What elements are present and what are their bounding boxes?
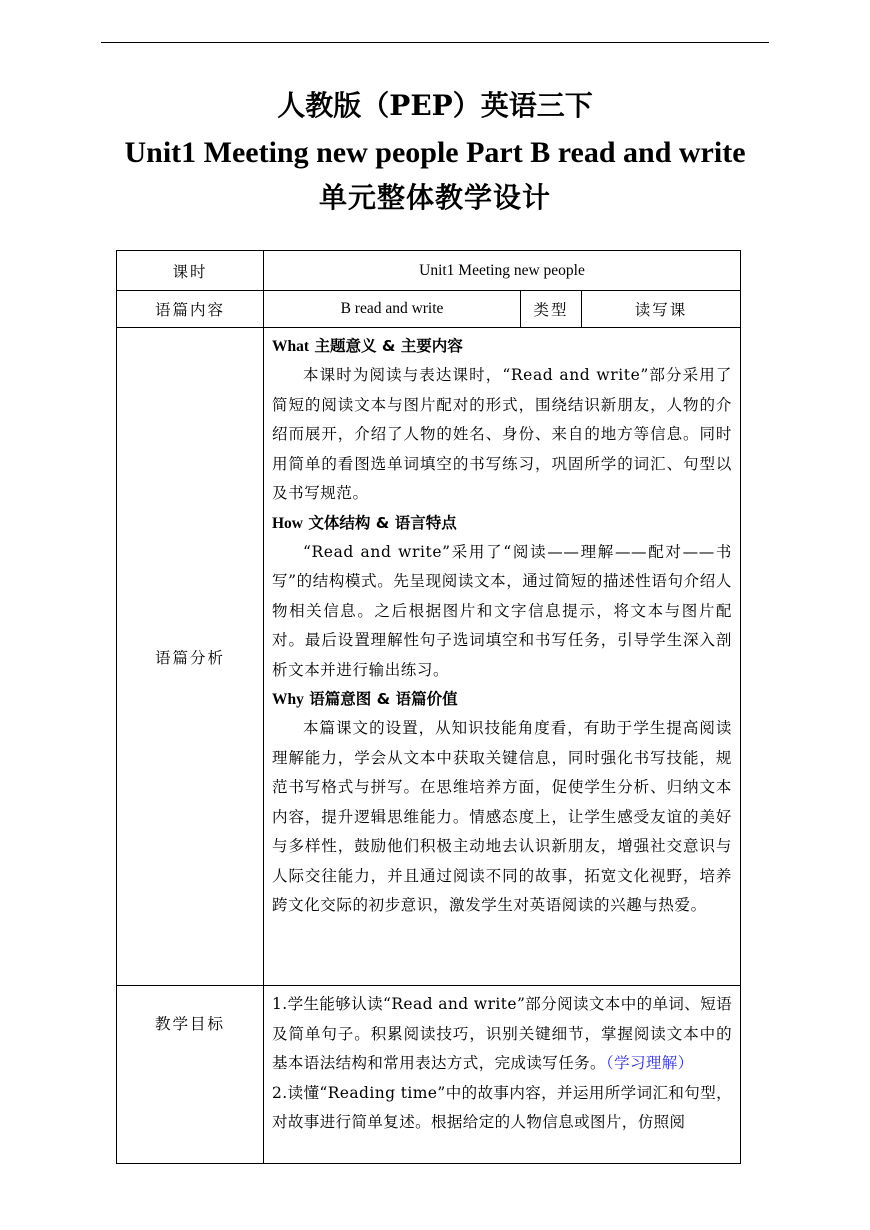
lesson-label: 课时 <box>117 251 264 291</box>
why-heading <box>272 685 732 714</box>
goal-2: 2.读懂“Reading time”中的故事内容，并运用所学词汇和句型，对故事进行简单复述。根据给定的人物信息或图片，仿照阅 <box>272 1083 732 1131</box>
what-heading <box>272 332 732 361</box>
row-goals <box>117 986 741 1164</box>
what-paragraph: 本课时为阅读与表达课时，“Read and write”部分采用了简短的阅读文本与图片配对的形式，围绕结识新朋友，人物的介绍而展开，介绍了人物的姓名、身份、来自的地方等信息。同时用简单的看图选单词填空的书写练习，巩固所学的词汇、句型以及书写规范。 <box>272 366 732 502</box>
goal-1-tag: （学习理解） <box>605 1054 694 1072</box>
goals-label: 教学目标 <box>117 986 264 1164</box>
analysis-label: 语篇分析 <box>117 328 264 986</box>
what-heading-en: What <box>272 338 310 355</box>
why-heading-cn: 语篇意图 & 语篇价值 <box>303 690 458 708</box>
content-label: 语篇内容 <box>117 291 264 328</box>
row-analysis <box>117 328 741 986</box>
how-heading-cn: 文体结构 & 语言特点 <box>303 513 457 532</box>
how-paragraph: “Read and write”采用了“阅读——理解——配对——书写”的结构模式。先呈现阅读文本，通过简短的描述性语句介绍人物相关信息。之后根据图片和文字信息提示，将文本与图片配对。最后设置理解性句子选词填空和书写任务，引导学生深入剖析文本并进行输出练习。 <box>272 542 732 679</box>
goals-content <box>264 986 741 1164</box>
lesson-value: Unit1 Meeting new people <box>264 251 741 291</box>
title-line-3: 单元整体教学设计 <box>318 181 551 214</box>
goal-1-text: 1.学生能够认读“Read and write”部分阅读文本中的单词、短语及简单句子。积累阅读技巧，识别关键细节，掌握阅读文本中的基本语法结构和常用表达方式，完成读写任务。 <box>272 995 732 1072</box>
how-heading-en: How <box>272 514 303 532</box>
why-paragraph: 本篇课文的设置，从知识技能角度看，有助于学生提高阅读理解能力，学会从文本中获取关键信息，同时强化书写技能，规范书写格式与拼写。在思维培养方面，促使学生分析、归纳文本内容，提升逻辑思维能力。情感态度上，让学生感受友谊的美好与多样性，鼓励他们积极主动地去认识新朋友，增强社交意识与人际交往能力，并且通过阅读不同的故事，拓宽文化视野，培养跨文化交际的初步意识，激发学生对英语阅读的兴趣与热爱。 <box>272 719 732 914</box>
header-rule <box>101 42 769 43</box>
goal-1 <box>272 990 732 1079</box>
row-lesson <box>117 251 741 291</box>
title-line-1: 人教版（PEP）英语三下 <box>277 89 593 122</box>
lesson-design-table <box>116 250 741 1164</box>
type-value: 读写课 <box>582 291 741 328</box>
content-value: B read and write <box>264 291 521 328</box>
analysis-content <box>264 328 741 986</box>
what-heading-cn: 主题意义 & 主要内容 <box>309 337 463 355</box>
row-content <box>117 291 741 328</box>
type-label: 类型 <box>521 291 582 328</box>
title-line-2: Unit1 Meeting new people Part B read and write <box>124 136 746 169</box>
how-heading <box>272 509 732 538</box>
why-heading-en: Why <box>272 691 304 708</box>
